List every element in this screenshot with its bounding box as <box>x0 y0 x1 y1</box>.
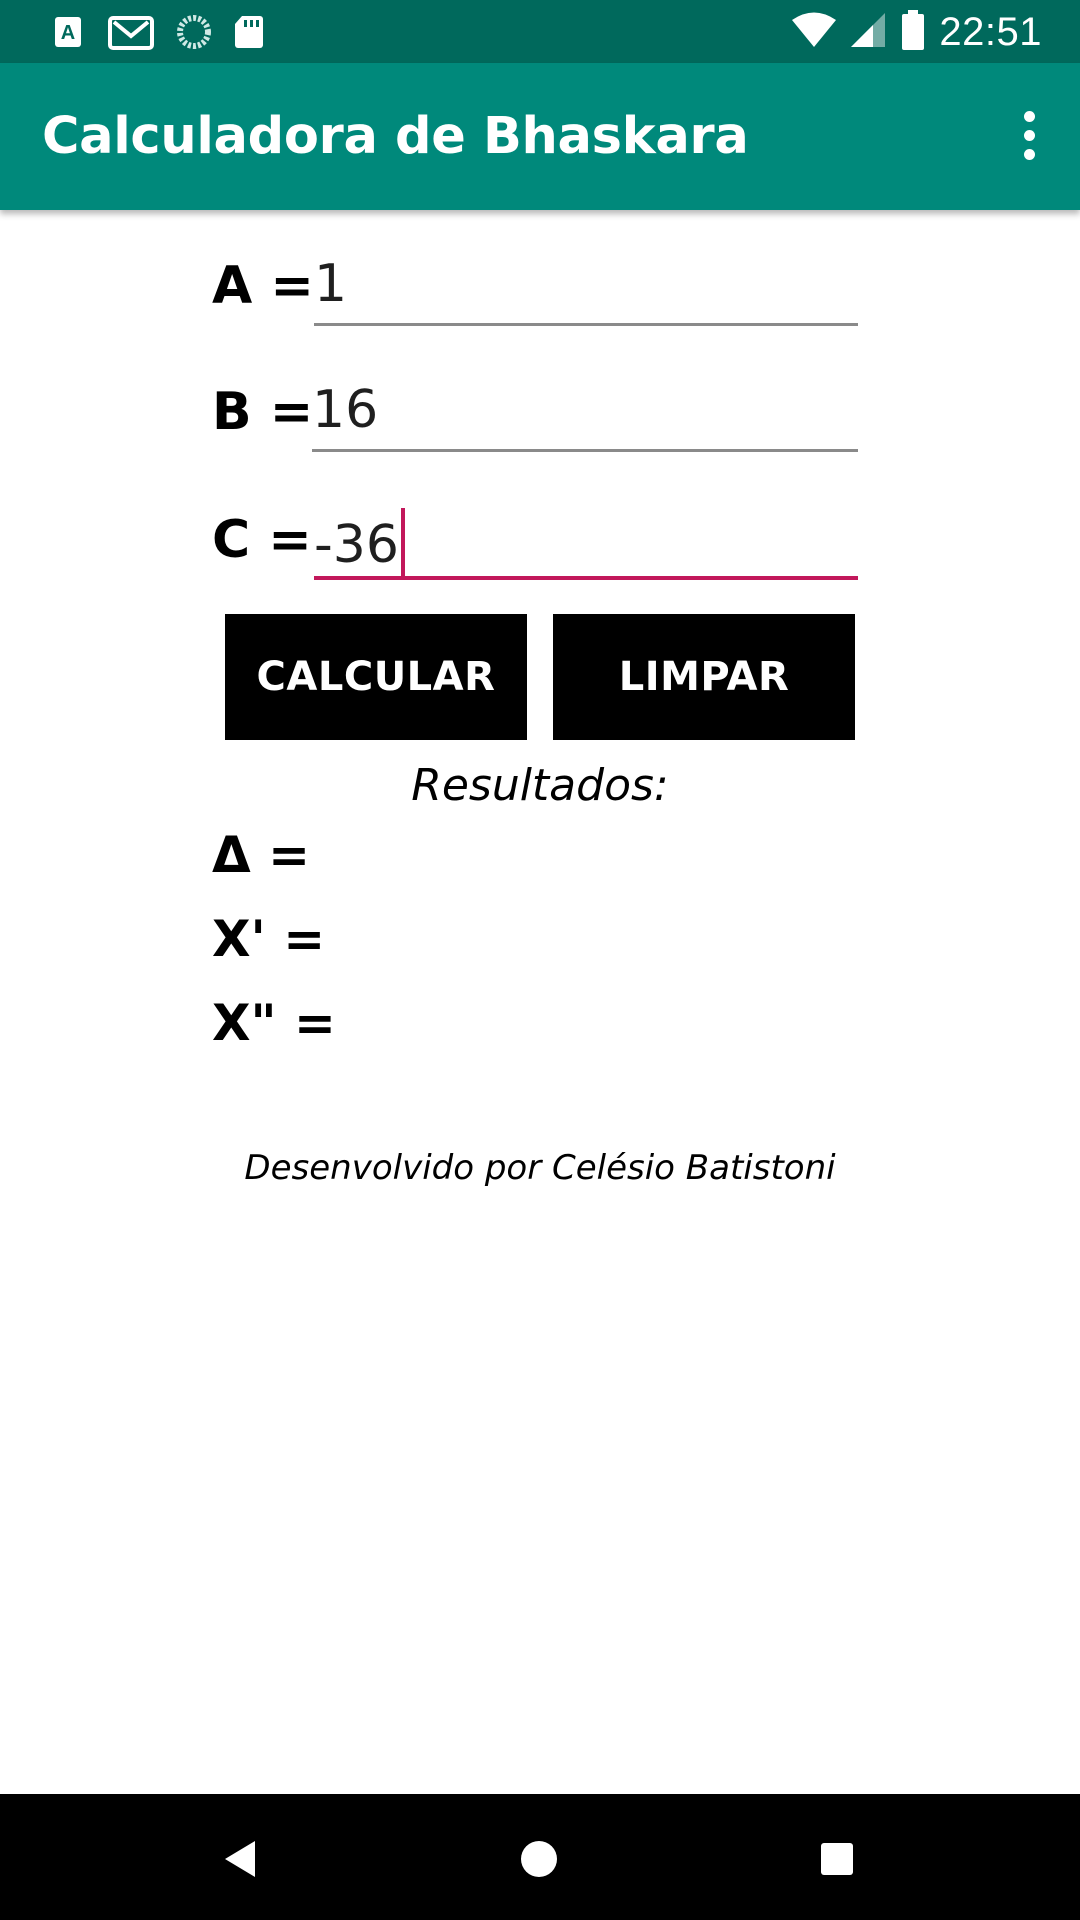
developer-credit: Desenvolvido por Celésio Batistoni <box>244 1148 836 1188</box>
font-app-icon <box>52 14 86 50</box>
svg-text:A: A <box>60 22 76 44</box>
more-vert-icon[interactable] <box>1016 111 1042 165</box>
coefficient-b-value: 16 <box>312 380 379 440</box>
coefficient-c-label: C = <box>212 510 312 570</box>
coefficient-a-underline <box>314 323 858 326</box>
coefficient-c-input[interactable] <box>314 484 858 580</box>
coefficient-c-value-wrap <box>314 508 405 576</box>
coefficient-b-label: B = <box>212 382 314 442</box>
coefficient-b-input[interactable] <box>312 356 858 452</box>
results-title: Resultados: <box>411 760 669 811</box>
system-status-icons <box>791 8 1042 56</box>
text-cursor <box>401 508 405 576</box>
battery-icon <box>901 10 925 55</box>
app-title: Calculadora de Bhaskara <box>42 107 749 166</box>
coefficient-a-row <box>210 230 860 340</box>
x2-result: X" = <box>212 994 336 1052</box>
delta-result: Δ = <box>212 826 310 884</box>
status-time: 22:51 <box>939 9 1042 54</box>
app-bar <box>0 63 1080 210</box>
home-icon[interactable] <box>504 1824 574 1894</box>
coefficient-b-row <box>210 356 860 466</box>
x1-result: X' = <box>212 910 326 968</box>
back-icon[interactable] <box>206 1824 276 1894</box>
coefficient-b-underline <box>312 449 858 452</box>
status-bar <box>0 0 1080 63</box>
signal-icon <box>851 11 887 54</box>
coefficient-c-row <box>210 484 860 594</box>
calculate-button[interactable]: CALCULAR <box>225 614 527 740</box>
coefficient-a-label: A = <box>212 256 314 316</box>
notification-icons <box>52 10 266 54</box>
coefficient-c-underline <box>314 576 858 580</box>
navigation-bar <box>0 1794 1080 1920</box>
coefficient-a-input[interactable] <box>314 230 858 326</box>
coefficient-c-value: -36 <box>314 515 399 575</box>
gmail-icon <box>108 14 154 50</box>
sync-icon <box>176 14 210 50</box>
coefficient-a-value: 1 <box>314 254 348 314</box>
wifi-icon <box>791 11 837 54</box>
sd-card-icon <box>232 14 266 50</box>
recents-icon[interactable] <box>802 1824 872 1894</box>
clear-button[interactable]: LIMPAR <box>553 614 855 740</box>
